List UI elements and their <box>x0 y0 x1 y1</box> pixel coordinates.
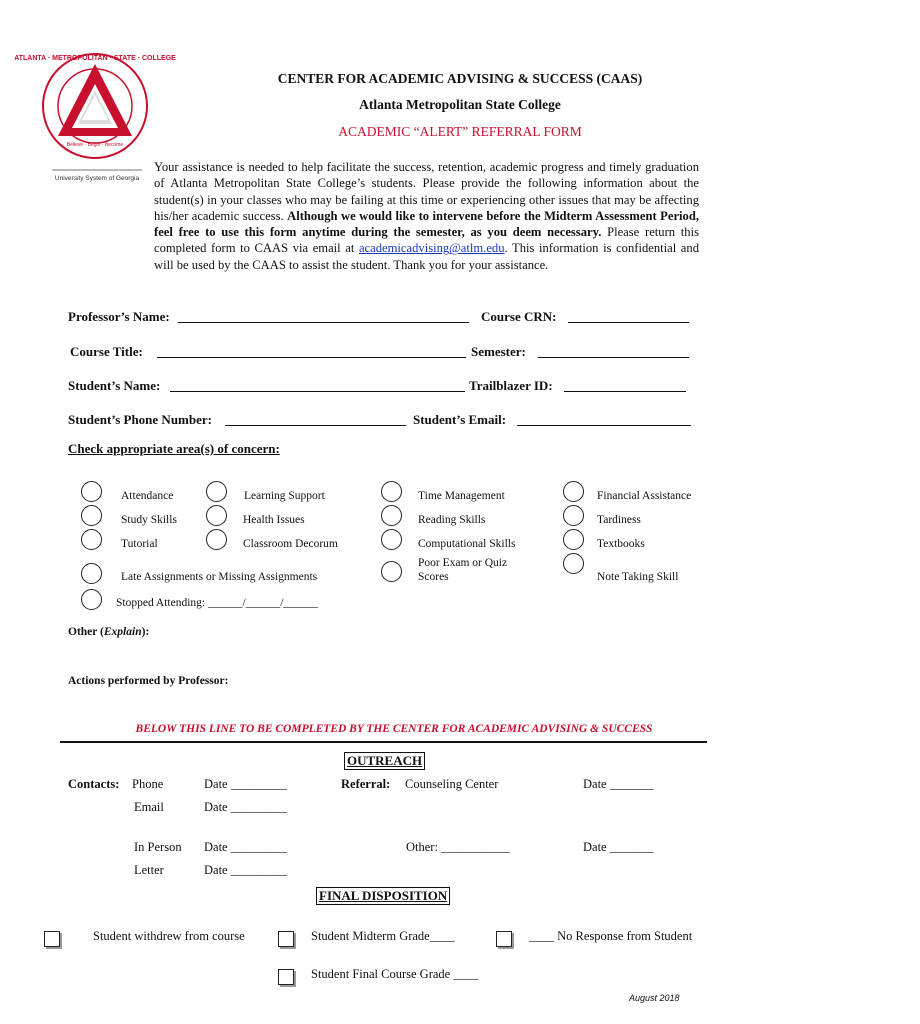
referral-other[interactable]: Other: ___________ <box>406 840 510 854</box>
college-name: Atlanta Metropolitan State College <box>359 97 561 112</box>
below-line-notice: BELOW THIS LINE TO BE COMPLETED BY THE CENTER FOR ACADEMIC ADVISING & SUCCESS <box>135 723 653 735</box>
student-email-line[interactable] <box>517 425 691 426</box>
radio-poor-exam-scores[interactable] <box>381 561 402 582</box>
student-phone-label: Student’s Phone Number: <box>68 412 212 427</box>
trailblazer-id-label: Trailblazer ID: <box>469 378 553 393</box>
radio-learning-support[interactable] <box>206 481 227 502</box>
student-email-label: Student’s Email: <box>413 412 507 427</box>
intro-text-2: Please return this completed form to CAAS via email at <box>154 225 699 256</box>
letter-date[interactable]: Date _________ <box>204 863 287 877</box>
course-title-line[interactable] <box>157 357 466 358</box>
logo-slogan: Believe · Begin · Become <box>66 142 124 148</box>
phone-date[interactable]: Date _________ <box>204 777 287 791</box>
logo-ring-text: ATLANTA · METROPOLITAN · STATE · COLLEGE <box>14 55 176 62</box>
radio-stopped-attending[interactable] <box>81 589 102 610</box>
email-date[interactable]: Date _________ <box>204 800 287 814</box>
contact-email: Email <box>134 800 164 814</box>
form-title: ACADEMIC “ALERT” REFERRAL FORM <box>338 124 582 139</box>
radio-reading-skills[interactable] <box>381 505 402 526</box>
student-name-line[interactable] <box>170 391 465 392</box>
other-date[interactable]: Date _______ <box>583 840 654 854</box>
contacts-label: Contacts: <box>68 777 120 791</box>
course-crn-label: Course CRN: <box>481 309 557 324</box>
concern-note-taking: Note Taking Skill <box>597 571 679 583</box>
other-explain-italic: Explain <box>103 626 142 638</box>
radio-health-issues[interactable] <box>206 505 227 526</box>
intro-paragraph <box>154 159 699 273</box>
concern-stopped-attending: Stopped Attending: ______/______/______ <box>116 597 318 609</box>
contact-phone: Phone <box>132 777 164 791</box>
email-link[interactable]: academicadvising@atlm.edu <box>358 241 505 256</box>
checkbox-withdrew[interactable] <box>44 931 60 947</box>
radio-classroom-decorum[interactable] <box>206 529 227 550</box>
concern-poor-exam-scores: Poor Exam or Quiz Scores <box>418 557 508 583</box>
other-label-end: ): <box>141 626 150 638</box>
intro-text-3: . This information is confidential and will be used by the CAAS to assist the student. Thank you for your assistance. <box>154 241 699 272</box>
logo-caption: University System of Georgia <box>54 175 140 182</box>
in-person-date[interactable]: Date _________ <box>204 840 287 854</box>
referral-counseling: Counseling Center <box>405 777 499 791</box>
intro-text-1: Your assistance is needed to help facilitate the success, retention, academic progress and timely graduation of Atlanta Metropolitan State College’s students. Please provide the following information about the student(s) in your classes who may be failing at this time or experiencing other issues that may be affecting his/her academic success. <box>154 160 699 223</box>
radio-time-management[interactable] <box>381 481 402 502</box>
student-phone-line[interactable] <box>225 425 406 426</box>
professor-name-label: Professor’s Name: <box>68 309 170 324</box>
other-label: Other ( <box>68 626 104 638</box>
concern-time-management: Time Management <box>418 490 505 502</box>
disposition-midterm-grade: Student Midterm Grade____ <box>311 929 455 943</box>
disposition-final-grade: Student Final Course Grade ____ <box>311 967 479 981</box>
divider-line <box>60 741 707 743</box>
radio-financial-assistance[interactable] <box>563 481 584 502</box>
actions-performed-label: Actions performed by Professor: <box>68 675 229 687</box>
checkbox-no-response[interactable] <box>496 931 512 947</box>
concern-tardiness: Tardiness <box>597 514 641 526</box>
concern-study-skills: Study Skills <box>121 514 177 526</box>
concern-reading-skills: Reading Skills <box>418 514 486 526</box>
semester-label: Semester: <box>471 344 526 359</box>
concerns-heading: Check appropriate area(s) of concern: <box>68 441 280 456</box>
intro-bold: Although we would like to intervene before the Midterm Assessment Period, feel free to use this form anytime during the semester, as you deem necessary. <box>154 208 699 240</box>
contact-letter: Letter <box>134 863 164 877</box>
outreach-title: OUTREACH <box>344 752 425 770</box>
radio-textbooks[interactable] <box>563 529 584 550</box>
concern-attendance: Attendance <box>121 490 174 502</box>
counseling-date[interactable]: Date _______ <box>583 777 654 791</box>
professor-name-line[interactable] <box>178 322 469 323</box>
concern-tutorial: Tutorial <box>121 538 158 550</box>
radio-note-taking[interactable] <box>563 553 584 574</box>
student-name-label: Student’s Name: <box>68 378 161 393</box>
radio-late-assignments[interactable] <box>81 563 102 584</box>
disposition-no-response: ____ No Response from Student <box>529 929 693 943</box>
semester-line[interactable] <box>538 357 689 358</box>
college-logo <box>14 40 176 188</box>
concern-textbooks: Textbooks <box>597 538 645 550</box>
trailblazer-id-line[interactable] <box>564 391 686 392</box>
radio-tardiness[interactable] <box>563 505 584 526</box>
final-disposition-title: FINAL DISPOSITION <box>316 887 450 905</box>
other-explain-label <box>68 626 149 638</box>
concern-financial-assistance: Financial Assistance <box>597 490 692 502</box>
course-title-label: Course Title: <box>70 344 143 359</box>
checkbox-final-grade[interactable] <box>278 969 294 985</box>
radio-tutorial[interactable] <box>81 529 102 550</box>
concern-computational-skills: Computational Skills <box>418 538 516 550</box>
concern-classroom-decorum: Classroom Decorum <box>243 538 338 550</box>
radio-study-skills[interactable] <box>81 505 102 526</box>
concern-late-assignments: Late Assignments or Missing Assignments <box>121 571 318 583</box>
center-title: CENTER FOR ACADEMIC ADVISING & SUCCESS (CAAS) <box>277 71 643 86</box>
contact-in-person: In Person <box>134 840 182 854</box>
disposition-withdrew: Student withdrew from course <box>93 929 245 943</box>
course-crn-line[interactable] <box>568 322 689 323</box>
referral-label: Referral: <box>341 777 391 791</box>
concern-health-issues: Health Issues <box>243 514 305 526</box>
footer-date: August 2018 <box>629 993 680 1003</box>
radio-computational-skills[interactable] <box>381 529 402 550</box>
concern-learning-support: Learning Support <box>244 490 325 502</box>
checkbox-midterm-grade[interactable] <box>278 931 294 947</box>
radio-attendance[interactable] <box>81 481 102 502</box>
